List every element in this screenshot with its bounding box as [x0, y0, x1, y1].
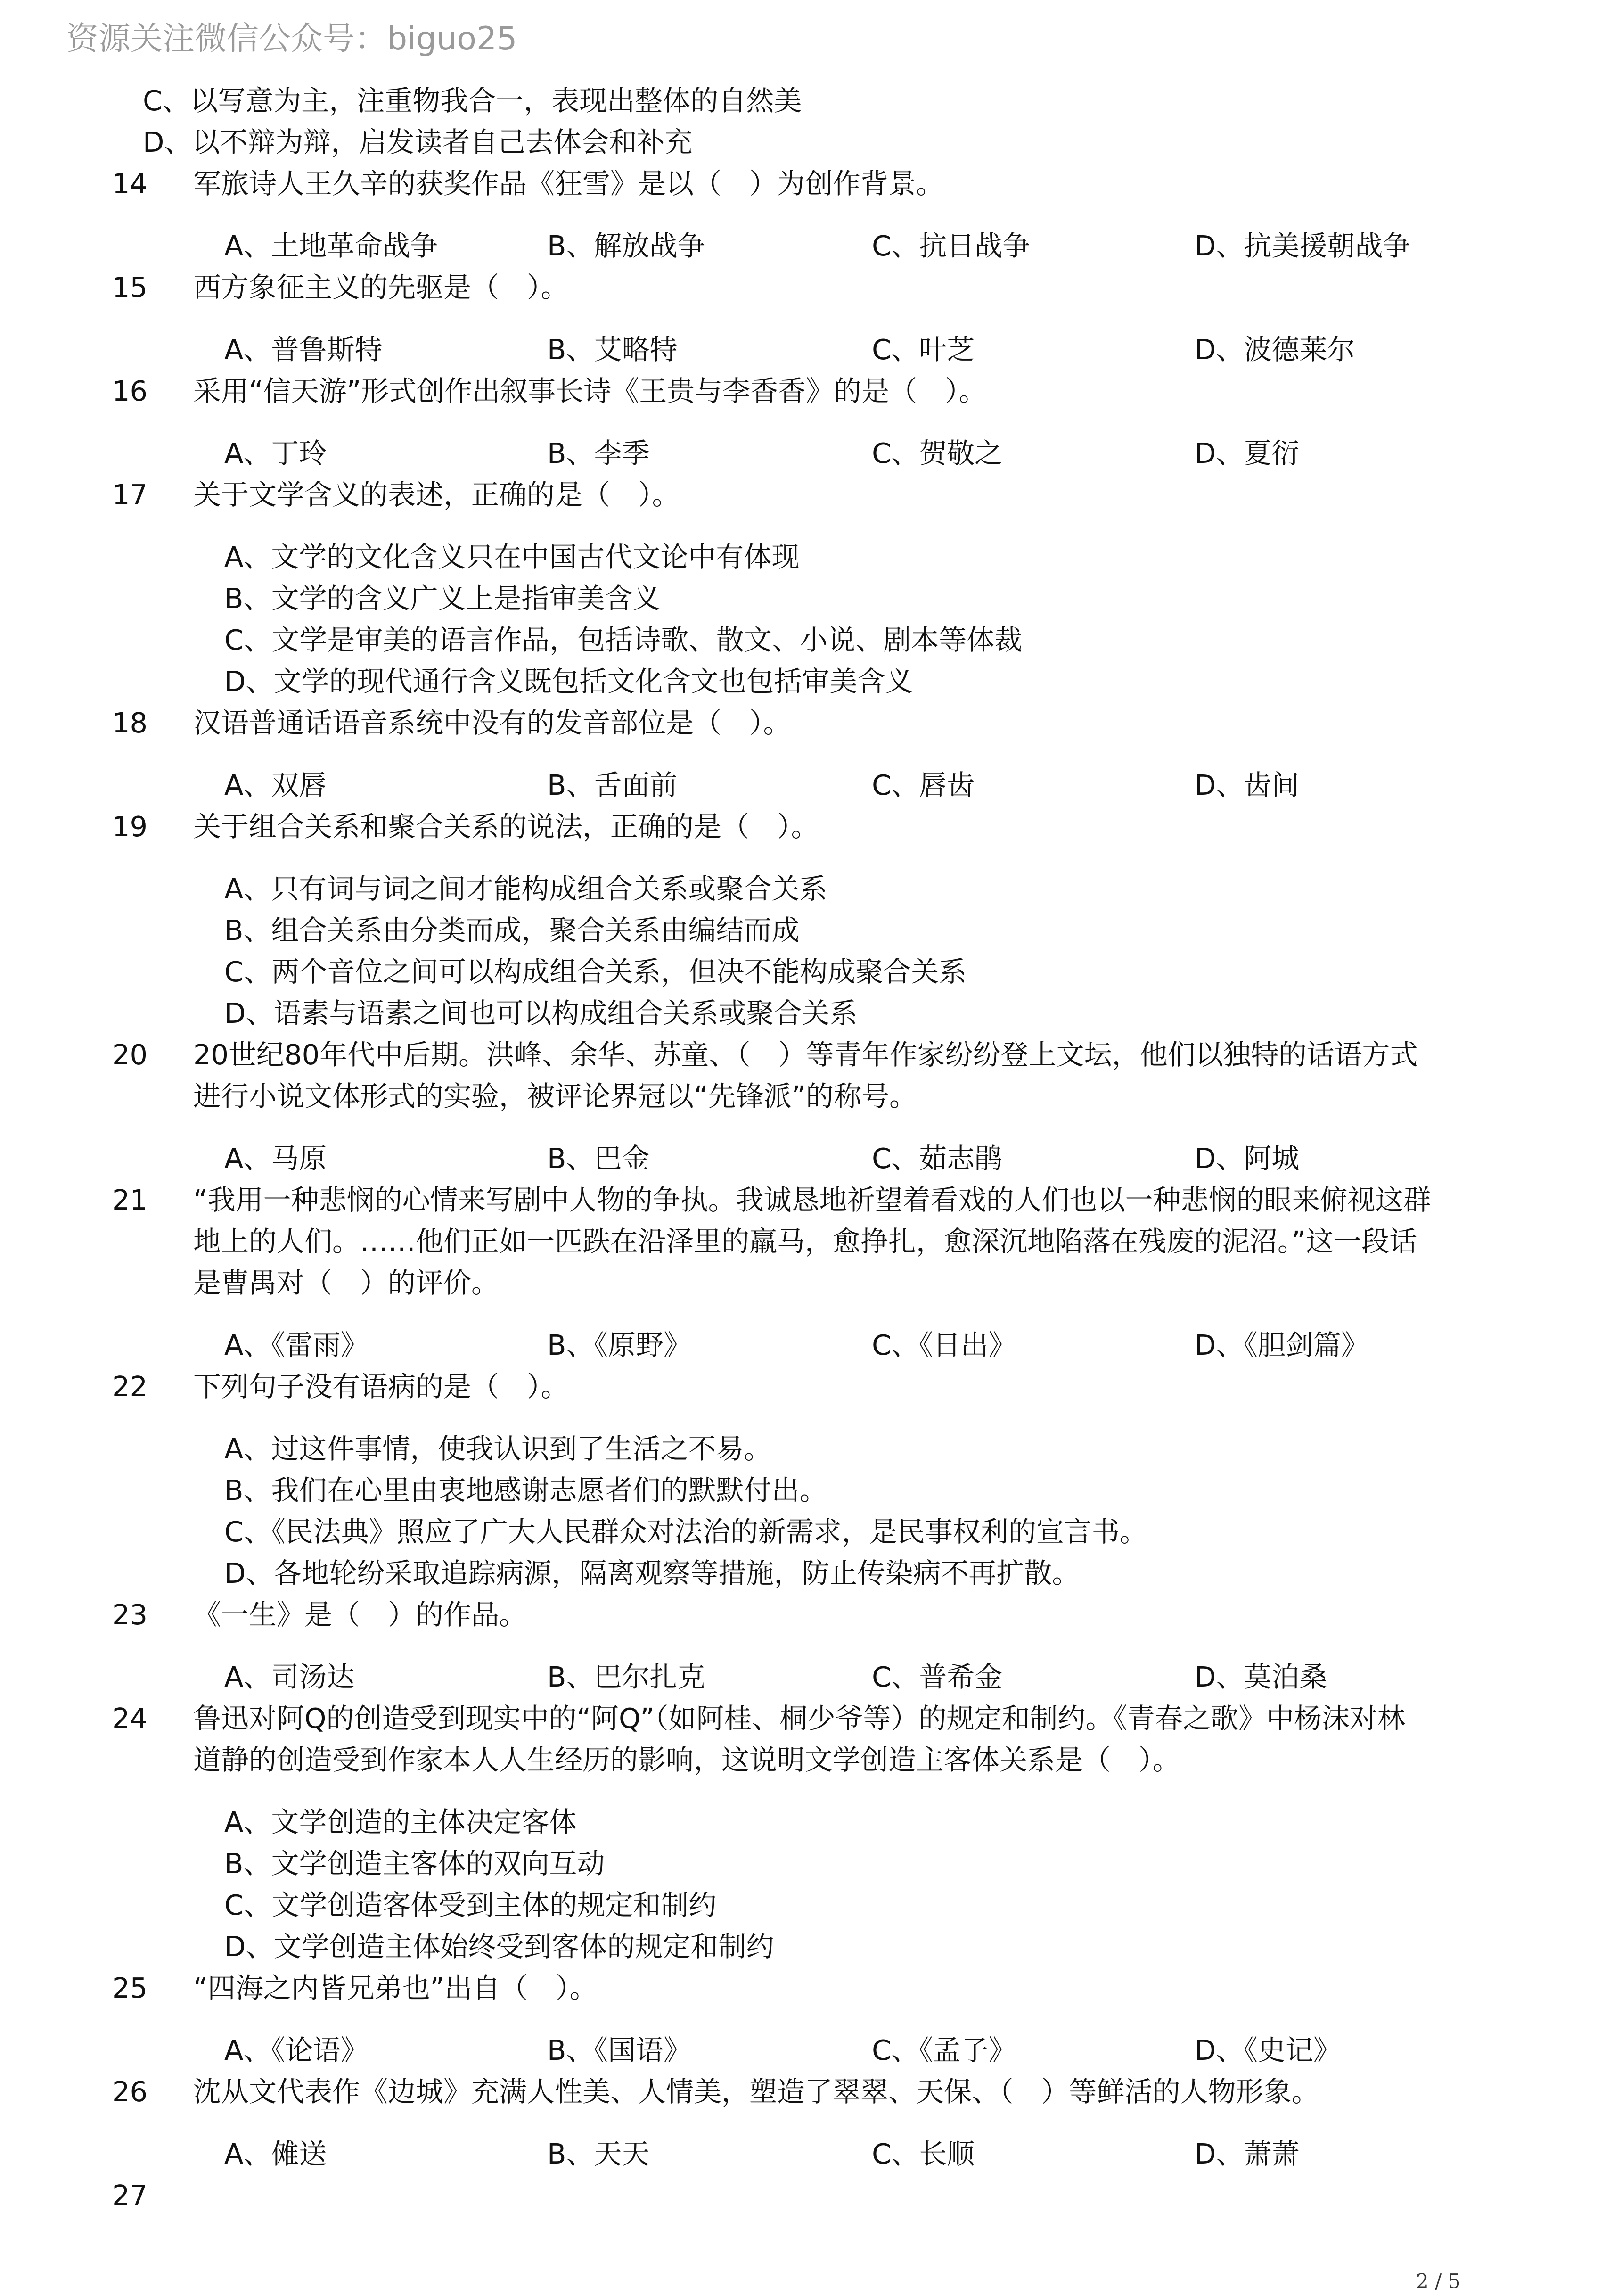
option: C、《民法典》照应了广大人民群众对法治的新需求，是民事权利的宣言书。 [224, 1515, 1147, 1548]
question-25 [0, 1967, 1622, 2071]
question-text: 关于文学含义的表述，正确的是（ ）。 [193, 478, 680, 511]
option: D、夏衍 [1195, 437, 1300, 469]
prev-option: D、以不辩为辩，启发读者自己去体会和补充 [143, 126, 693, 158]
option: D、《史记》 [1195, 2034, 1341, 2066]
option: A、傩送 [224, 2138, 327, 2170]
question-19 [0, 806, 1622, 1034]
option: C、长顺 [872, 2138, 975, 2170]
options-row [0, 1656, 1622, 1698]
option: B、天天 [547, 2138, 650, 2170]
question-text: 沈从文代表作《边城》充满人性美、人情美，塑造了翠翠、天保、（ ）等鲜活的人物形象。 [193, 2075, 1319, 2108]
question-22 [0, 1366, 1622, 1594]
question-text: 采用“信天游”形式创作出叙事长诗《王贵与李香香》的是（ ）。 [193, 375, 987, 407]
question-text-continued: 进行小说文体形式的实验，被评论界冠以“先锋派”的称号。 [193, 1080, 917, 1112]
question-27 [0, 2175, 1622, 2216]
question-17 [0, 474, 1622, 702]
option: C、《日出》 [872, 1329, 1016, 1361]
option: A、司汤达 [224, 1661, 355, 1693]
question-text: 《一生》是（ ）的作品。 [193, 1598, 527, 1631]
option: C、文学创造客体受到主体的规定和制约 [224, 1889, 717, 1921]
question-text: 鲁迅对阿Q的创造受到现实中的“阿Q”（如阿桂、桐少爷等）的规定和制约。《青春之歌》中杨沫对林 [193, 1702, 1405, 1735]
question-26 [0, 2071, 1622, 2175]
option: D、波德莱尔 [1195, 333, 1355, 366]
option: B、文学的含义广义上是指审美含义 [224, 582, 661, 615]
question-text: 下列句子没有语病的是（ ）。 [193, 1370, 569, 1403]
question-number: 20 [112, 1038, 148, 1071]
options-row [0, 765, 1622, 806]
options-row [0, 2030, 1622, 2071]
question-18 [0, 702, 1622, 806]
page-number: 2 / 5 [1416, 2270, 1461, 2293]
options-row [0, 2133, 1622, 2175]
option: D、抗美援朝战争 [1195, 230, 1411, 262]
option: C、叶芝 [872, 333, 975, 366]
option: D、各地轮纷采取追踪病源，隔离观察等措施，防止传染病不再扩散。 [224, 1557, 1080, 1589]
options-row [0, 329, 1622, 370]
option: B、《原野》 [547, 1329, 691, 1361]
option: D、文学创造主体始终受到客体的规定和制约 [224, 1930, 774, 1963]
option: D、齿间 [1195, 769, 1300, 801]
question-text: “我用一种悲悯的心情来写剧中人物的争执。我诚恳地祈望着看戏的人们也以一种悲悯的眼来俯视这群 [193, 1184, 1431, 1216]
option: A、丁玲 [224, 437, 327, 469]
question-list [0, 80, 1622, 2216]
question-text-continued: 是曹禺对（ ）的评价。 [193, 1267, 500, 1299]
option: C、贺敬之 [872, 437, 1003, 469]
question-text: 军旅诗人王久辛的获奖作品《狂雪》是以（ ）为创作背景。 [193, 167, 944, 200]
option: D、语素与语素之间也可以构成组合关系或聚合关系 [224, 997, 858, 1029]
options-row [0, 433, 1622, 474]
option: A、过这件事情，使我认识到了生活之不易。 [224, 1432, 772, 1465]
question-number: 23 [112, 1598, 148, 1631]
option: D、文学的现代通行含义既包括文化含文也包括审美含义 [224, 665, 913, 698]
question-number: 14 [112, 167, 148, 200]
option: B、舌面前 [547, 769, 678, 801]
question-number: 18 [112, 707, 148, 739]
question-text: 西方象征主义的先驱是（ ）。 [193, 271, 569, 304]
question-number: 21 [112, 1184, 148, 1216]
question-text: 关于组合关系和聚合关系的说法，正确的是（ ）。 [193, 810, 819, 843]
question-23 [0, 1594, 1622, 1698]
option: B、巴尔扎克 [547, 1661, 705, 1693]
option: A、《论语》 [224, 2034, 369, 2066]
options-row [0, 225, 1622, 267]
question-15 [0, 267, 1622, 370]
question-number: 17 [112, 478, 148, 511]
question-number: 26 [112, 2075, 148, 2108]
question-number: 19 [112, 810, 148, 843]
option: C、抗日战争 [872, 230, 1031, 262]
prev-option: C、以写意为主，注重物我合一，表现出整体的自然美 [143, 84, 802, 117]
question-14 [0, 163, 1622, 267]
option: B、我们在心里由衷地感谢志愿者们的默默付出。 [224, 1474, 827, 1506]
question-24 [0, 1698, 1622, 1967]
option: A、马原 [224, 1142, 327, 1175]
watermark: 资源关注微信公众号：biguo25 [66, 20, 517, 58]
option: A、土地革命战争 [224, 230, 438, 262]
question-number: 22 [112, 1370, 148, 1403]
question-text-continued: 地上的人们。……他们正如一匹跌在沿泽里的羸马，愈挣扎，愈深沉地陷落在残废的泥沼。”这一段话 [193, 1225, 1417, 1258]
option: C、普希金 [872, 1661, 1003, 1693]
question-number: 24 [112, 1702, 148, 1735]
question-20 [0, 1034, 1622, 1179]
option: B、组合关系由分类而成，聚合关系由编结而成 [224, 914, 800, 946]
option: C、唇齿 [872, 769, 975, 801]
option: D、《胆剑篇》 [1195, 1329, 1369, 1361]
question-text: 20世纪80年代中后期。洪峰、余华、苏童、（ ）等青年作家纷纷登上文坛，他们以独特的话语方式 [193, 1038, 1418, 1071]
option: D、阿城 [1195, 1142, 1300, 1175]
options-row [0, 1138, 1622, 1179]
option: A、只有词与词之间才能构成组合关系或聚合关系 [224, 872, 827, 905]
question-text: “四海之内皆兄弟也”出自（ ）。 [193, 1972, 598, 2004]
option: A、双唇 [224, 769, 327, 801]
question-number: 27 [112, 2179, 148, 2212]
question-text-continued: 道静的创造受到作家本人人生经历的影响，这说明文学创造主客体关系是（ ）。 [193, 1744, 1180, 1776]
option: A、《雷雨》 [224, 1329, 369, 1361]
option: B、文学创造主客体的双向互动 [224, 1847, 605, 1880]
option: B、《国语》 [547, 2034, 691, 2066]
option: B、艾略特 [547, 333, 678, 366]
option: C、文学是审美的语言作品，包括诗歌、散文、小说、剧本等体裁 [224, 624, 1023, 656]
question-number: 16 [112, 375, 148, 407]
option: B、巴金 [547, 1142, 650, 1175]
question-number: 25 [112, 1972, 148, 2004]
option: D、莫泊桑 [1195, 1661, 1327, 1693]
option: C、两个音位之间可以构成组合关系，但决不能构成聚合关系 [224, 955, 967, 988]
option: C、茹志鹃 [872, 1142, 1003, 1175]
question-21 [0, 1179, 1622, 1366]
question-16 [0, 370, 1622, 474]
question-number: 15 [112, 271, 148, 304]
option: B、解放战争 [547, 230, 705, 262]
option: A、文学的文化含义只在中国古代文论中有体现 [224, 541, 800, 573]
option: A、普鲁斯特 [224, 333, 383, 366]
option: B、李季 [547, 437, 650, 469]
option: A、文学创造的主体决定客体 [224, 1806, 577, 1838]
option: C、《孟子》 [872, 2034, 1016, 2066]
question-text: 汉语普通话语音系统中没有的发音部位是（ ）。 [193, 707, 791, 739]
option: D、萧萧 [1195, 2138, 1300, 2170]
options-row [0, 1325, 1622, 1366]
